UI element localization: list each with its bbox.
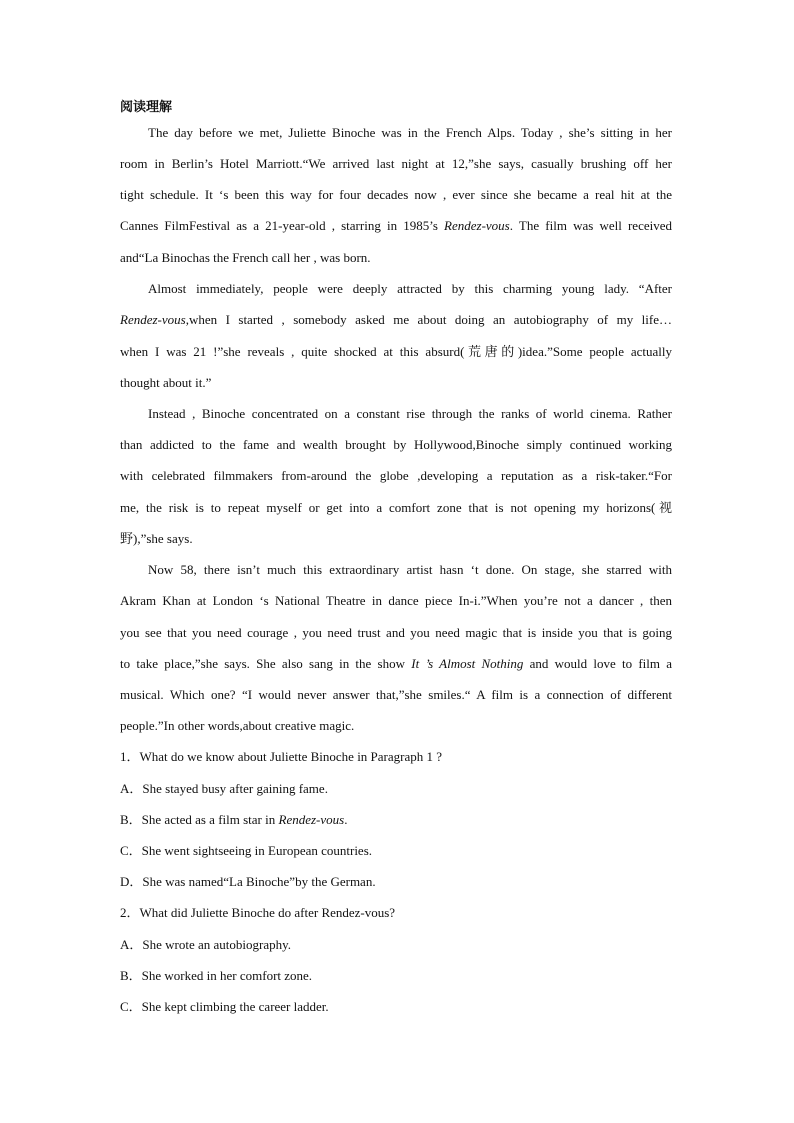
section-heading: 阅读理解 bbox=[120, 99, 173, 114]
passage-line bbox=[120, 312, 672, 328]
answer-option: D．She was named“La Binoche”by the German. bbox=[120, 874, 376, 889]
show-title: It ’s Almost Nothing bbox=[411, 656, 524, 671]
passage-line: 野),”she says. bbox=[120, 531, 193, 546]
passage-line: with celebrated filmmakers from-around the globe ,developing a reputation as a risk-taker.“For bbox=[120, 468, 672, 483]
film-title: Rendez-vous bbox=[444, 218, 510, 233]
passage-line: you see that you need courage , you need trust and you need magic that is inside you that is going bbox=[120, 625, 672, 640]
question-stem: 2．What did Juliette Binoche do after Rendez-vous? bbox=[120, 905, 396, 920]
answer-option: A．She wrote an autobiography. bbox=[120, 937, 292, 952]
answer-option: A．She stayed busy after gaining fame. bbox=[120, 781, 328, 796]
answer-option: B．She worked in her comfort zone. bbox=[120, 968, 313, 983]
passage-line: me, the risk is to repeat myself or get into a comfort zone that is not opening my horizons(视 bbox=[120, 500, 672, 515]
passage-line: Akram Khan at London ‘s National Theatre in dance piece In-i.”When you’re not a dancer , then bbox=[120, 593, 672, 608]
answer-option bbox=[120, 812, 347, 828]
passage-line: Now 58, there isn’t much this extraordinary artist hasn ‘t done. On stage, she starred with bbox=[148, 562, 672, 577]
question-stem: 1．What do we know about Juliette Binoche in Paragraph 1 ? bbox=[120, 749, 443, 764]
passage-line: The day before we met, Juliette Binoche was in the French Alps. Today , she’s sitting in her bbox=[148, 125, 672, 140]
passage-line: Almost immediately, people were deeply attracted by this charming young lady. “After bbox=[148, 281, 672, 296]
passage-line: people.”In other words,about creative magic. bbox=[120, 718, 355, 733]
answer-option: C．She went sightseeing in European countries. bbox=[120, 843, 373, 858]
passage-line: than addicted to the fame and wealth brought by Hollywood,Binoche simply continued working bbox=[120, 437, 672, 452]
text-run: . The film was well received bbox=[509, 218, 672, 233]
passage-line: tight schedule. It ‘s been this way for four decades now , ever since she became a real hit at the bbox=[120, 187, 672, 202]
passage-line: Instead , Binoche concentrated on a constant rise through the ranks of world cinema. Rather bbox=[148, 406, 672, 421]
passage-line bbox=[120, 656, 672, 672]
text-run: B．She acted as a film star in bbox=[120, 812, 279, 827]
text-run: to take place,”she says. She also sang in the show bbox=[120, 656, 412, 671]
answer-option: C．She kept climbing the career ladder. bbox=[120, 999, 329, 1014]
passage-line: when I was 21 !”she reveals , quite shocked at this absurd(荒唐的)idea.”Some people actually bbox=[120, 344, 672, 359]
text-run: . bbox=[344, 812, 348, 827]
passage-line bbox=[120, 218, 672, 234]
passage-line: musical. Which one? “I would never answer that,”she smiles.“ A film is a connection of different bbox=[120, 687, 672, 702]
text-run: ,when I started , somebody asked me about doing an autobiography of my life… bbox=[185, 312, 672, 327]
passage-line: thought about it.” bbox=[120, 375, 212, 390]
text-run: Cannes FilmFestival as a 21-year-old , starring in 1985’s bbox=[120, 218, 445, 233]
passage-line: and“La Binochas the French call her , was born. bbox=[120, 250, 371, 265]
text-run: and would love to film a bbox=[523, 656, 673, 671]
film-title: Rendez-vous bbox=[120, 312, 186, 327]
passage-line: room in Berlin’s Hotel Marriott.“We arrived last night at 12,”she says, casually brushing off her bbox=[120, 156, 672, 171]
film-title: Rendez-vous bbox=[278, 812, 345, 827]
